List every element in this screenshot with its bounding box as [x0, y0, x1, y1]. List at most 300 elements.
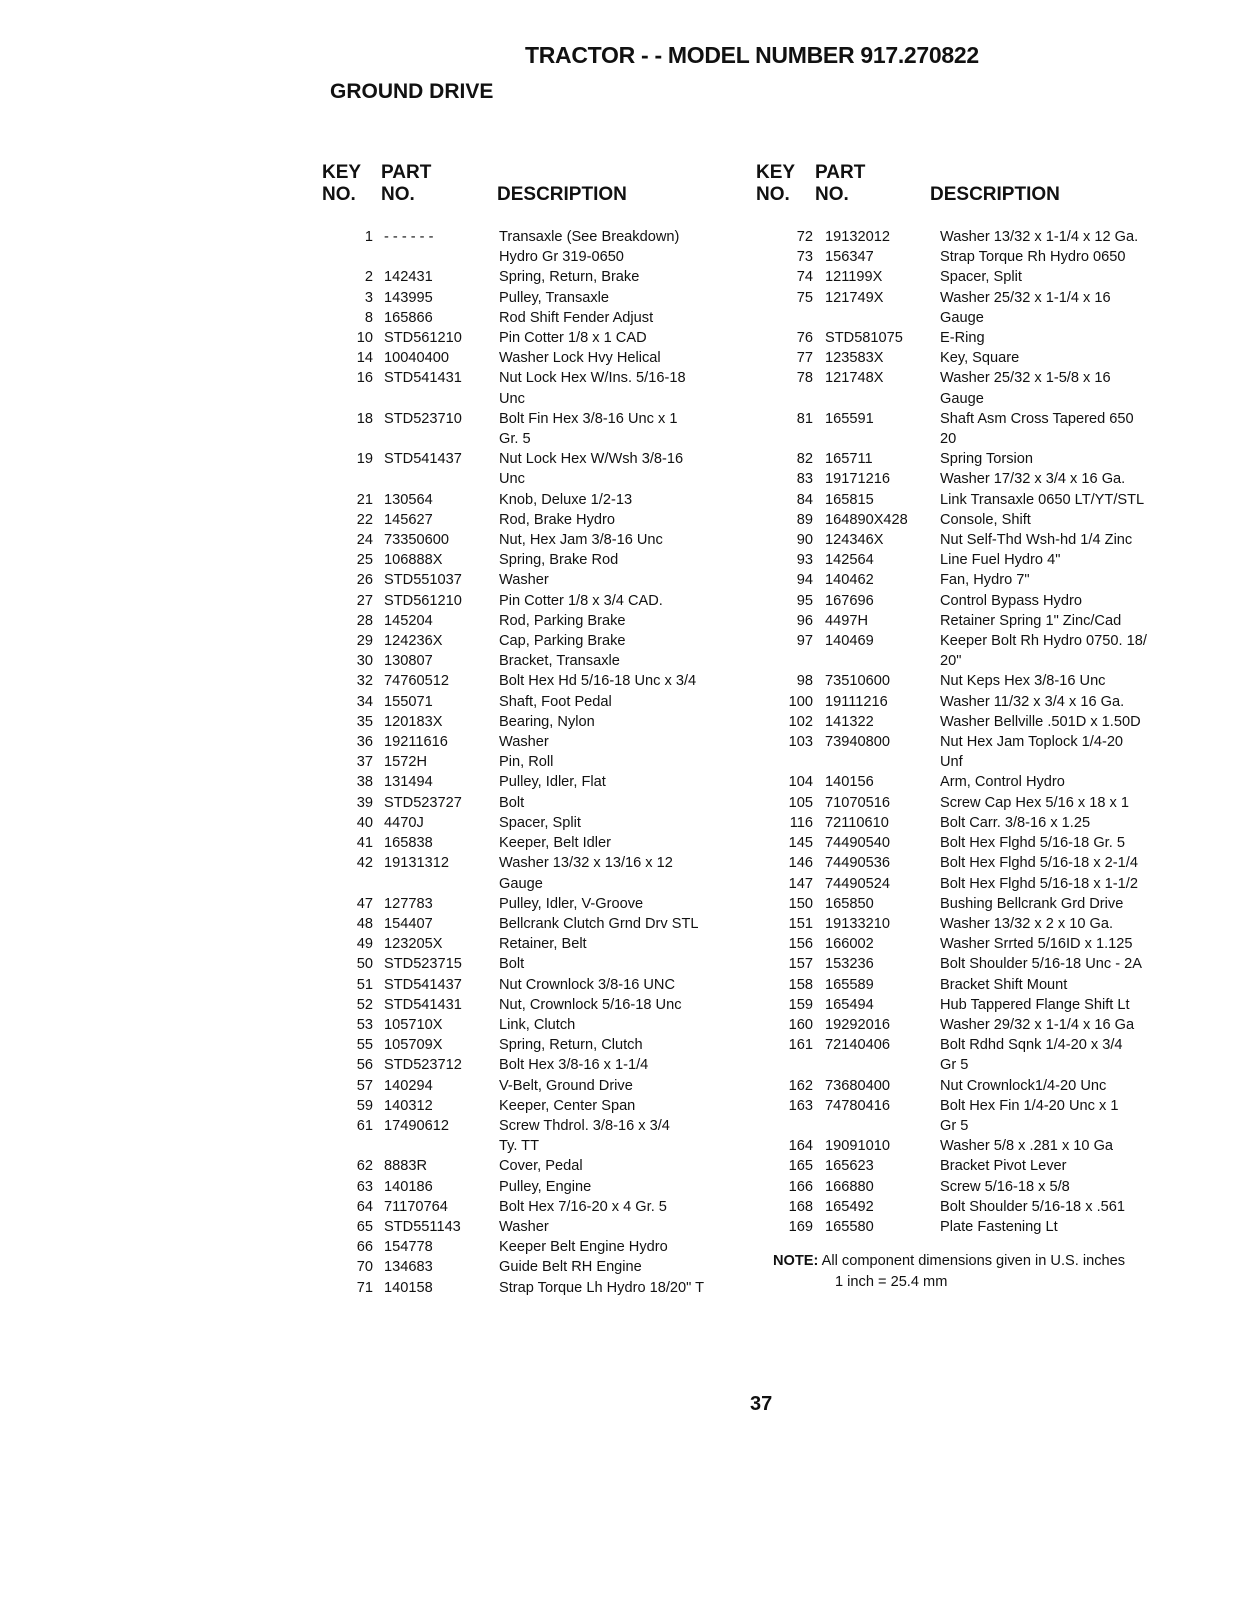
note: [773, 1251, 1218, 1293]
part-no: 74760512: [384, 673, 449, 690]
part-row: [773, 1096, 1218, 1136]
key-no: 157: [788, 956, 813, 973]
part-row: [338, 348, 768, 368]
part-row: [338, 308, 768, 328]
part-description: Rod, Brake Hydro: [499, 511, 615, 528]
part-row: [773, 288, 1218, 328]
part-no: 165623: [825, 1158, 874, 1175]
section-title: GROUND DRIVE: [330, 80, 494, 103]
key-no: 19: [356, 451, 373, 468]
key-no: 14: [356, 350, 373, 367]
part-row: [338, 1116, 768, 1156]
key-no: 74: [796, 269, 813, 286]
part-no: 4497H: [825, 612, 869, 629]
part-description: Bolt Hex 7/16-20 x 4 Gr. 5: [499, 1198, 667, 1215]
key-no: 104: [788, 774, 813, 791]
part-description: Transaxle (See Breakdown) Hydro Gr 319-0650: [499, 229, 680, 266]
part-description: Washer 13/32 x 1-1/4 x 12 Ga.: [940, 229, 1139, 245]
part-no: 74780416: [825, 1097, 890, 1114]
part-no: 19132012: [825, 229, 890, 245]
part-row: [773, 934, 1218, 954]
part-no: 154778: [384, 1239, 433, 1256]
part-no: 73940800: [825, 734, 890, 751]
part-description: Link Transaxle 0650 LT/YT/STL: [940, 491, 1145, 508]
key-no: 77: [796, 350, 813, 367]
part-no: 71070516: [825, 794, 890, 811]
part-no: 140186: [384, 1178, 433, 1195]
part-description: Pin Cotter 1/8 x 1 CAD: [499, 330, 647, 347]
part-row: [338, 611, 768, 631]
part-row: [773, 247, 1218, 267]
key-no: 81: [796, 410, 813, 427]
part-description: Rod, Parking Brake: [499, 612, 626, 629]
part-description: Pulley, Engine: [499, 1178, 592, 1195]
part-row: [773, 833, 1218, 853]
part-row: [773, 570, 1218, 590]
part-row: [773, 772, 1218, 792]
part-row: [338, 490, 768, 510]
key-no: 98: [796, 673, 813, 690]
part-description: Washer: [499, 1218, 549, 1235]
part-no: 165494: [825, 996, 874, 1013]
key-no: 95: [796, 592, 813, 609]
key-no: 71: [356, 1279, 373, 1296]
part-no: 140469: [825, 633, 874, 650]
part-description: Bolt Shoulder 5/16-18 Unc - 2A: [940, 956, 1142, 973]
description-header-right: DESCRIPTION: [930, 184, 1060, 205]
part-description: Nut Crownlock1/4-20 Unc: [940, 1077, 1107, 1094]
page-number: 37: [750, 1393, 773, 1415]
part-no: 140462: [825, 572, 874, 589]
part-row: [338, 752, 768, 772]
part-description: Bolt Hex Hd 5/16-18 Unc x 3/4: [499, 673, 697, 690]
part-description: Cap, Parking Brake: [499, 633, 626, 650]
key-no: 41: [356, 835, 373, 852]
part-description: Bushing Bellcrank Grd Drive: [940, 895, 1124, 912]
part-row: [773, 267, 1218, 287]
key-no: 38: [356, 774, 373, 791]
part-description: Bracket Pivot Lever: [940, 1158, 1067, 1175]
part-description: Pulley, Idler, Flat: [499, 774, 606, 791]
key-no: 61: [356, 1117, 373, 1134]
key-no: 151: [788, 915, 813, 932]
part-description: Key, Square: [940, 350, 1020, 367]
part-description: Pulley, Idler, V-Groove: [499, 895, 644, 912]
part-description: Bellcrank Clutch Grnd Drv STL: [499, 915, 699, 932]
part-description: Knob, Deluxe 1/2-13: [499, 491, 633, 508]
part-row: [338, 267, 768, 287]
part-row: [338, 1055, 768, 1075]
part-row: [773, 995, 1218, 1015]
key-no: 82: [796, 451, 813, 468]
part-row: [338, 328, 768, 348]
key-no: 116: [789, 814, 813, 831]
part-no: 154407: [384, 915, 433, 932]
note-label: NOTE:: [773, 1253, 819, 1270]
key-no: 48: [356, 915, 373, 932]
part-no: 142431: [384, 269, 433, 286]
part-description: Control Bypass Hydro: [940, 592, 1082, 609]
key-no: 16: [356, 370, 373, 387]
key-no: 24: [356, 532, 373, 549]
part-description: Nut Self-Thd Wsh-hd 1/4 Zinc: [940, 532, 1133, 549]
part-no: 19171216: [825, 471, 890, 488]
part-row: [773, 975, 1218, 995]
part-row: [338, 1015, 768, 1035]
part-description: Spring, Brake Rod: [499, 552, 619, 569]
key-no: 59: [356, 1097, 373, 1114]
part-no: 140158: [384, 1279, 433, 1296]
part-no: 74490524: [825, 875, 890, 892]
part-no: 19091010: [825, 1138, 890, 1155]
part-row: [338, 1278, 768, 1298]
part-no: 8883R: [384, 1158, 428, 1175]
part-description: Spring, Return, Brake: [499, 269, 640, 286]
part-no: 167696: [825, 592, 874, 609]
key-no: 164: [788, 1138, 813, 1155]
part-description: Keeper Bolt Rh Hydro 0750. 18/ 20": [940, 633, 1147, 670]
part-description: Pin Cotter 1/8 x 3/4 CAD.: [499, 592, 663, 609]
part-description: Shaft, Foot Pedal: [499, 693, 612, 710]
part-no: 73350600: [384, 532, 449, 549]
part-description: Nut Hex Jam Toplock 1/4-20 Unf: [940, 734, 1124, 771]
part-no: STD551037: [384, 572, 462, 589]
part-no: STD581075: [825, 330, 903, 347]
part-row: [338, 591, 768, 611]
key-no: 150: [788, 895, 813, 912]
part-row: [773, 1015, 1218, 1035]
part-description: Screw Cap Hex 5/16 x 18 x 1: [940, 794, 1129, 811]
part-description: Spring Torsion: [940, 451, 1034, 468]
key-no: 25: [356, 552, 373, 569]
part-no: 140312: [384, 1097, 433, 1114]
part-description: V-Belt, Ground Drive: [499, 1077, 633, 1094]
part-description: Washer 29/32 x 1-1/4 x 16 Ga: [940, 1016, 1135, 1033]
part-description: Bolt: [499, 794, 525, 811]
key-no: 166: [788, 1178, 813, 1195]
key-no: 93: [796, 552, 813, 569]
part-no: STD541431: [384, 996, 462, 1013]
key-no: 160: [788, 1016, 813, 1033]
key-no: 34: [356, 693, 373, 710]
parts-list-right-rows: [773, 227, 1218, 1237]
part-row: [338, 1257, 768, 1277]
part-row: [773, 409, 1218, 449]
part-no: 134683: [384, 1259, 433, 1276]
part-no: 123583X: [825, 350, 884, 367]
key-no: 21: [356, 491, 373, 508]
part-description: Pulley, Transaxle: [499, 289, 610, 306]
part-no: STD561210: [384, 592, 462, 609]
note-conversion: 1 inch = 25.4 mm: [835, 1274, 948, 1291]
part-description: Washer Lock Hvy Helical: [499, 350, 661, 367]
part-row: [338, 651, 768, 671]
part-description: Nut, Hex Jam 3/8-16 Unc: [499, 532, 663, 549]
part-description: Fan, Hydro 7": [940, 572, 1030, 589]
part-description: Washer: [499, 734, 549, 751]
part-no: 140156: [825, 774, 874, 791]
part-no: 165580: [825, 1218, 874, 1235]
part-description: Nut, Crownlock 5/16-18 Unc: [499, 996, 682, 1013]
part-no: 130807: [384, 653, 433, 670]
key-no: 50: [356, 956, 373, 973]
part-description: Bolt Fin Hex 3/8-16 Unc x 1 Gr. 5: [499, 410, 678, 448]
part-no: 141322: [825, 713, 874, 730]
key-no: 97: [796, 633, 813, 650]
part-row: [338, 530, 768, 550]
part-description: Nut Lock Hex W/Wsh 3/8-16 Unc: [499, 451, 684, 488]
key-no: 40: [356, 814, 373, 831]
key-no: 57: [356, 1077, 373, 1094]
part-description: Bolt Hex 3/8-16 x 1-1/4: [499, 1057, 649, 1074]
part-no: 73680400: [825, 1077, 890, 1094]
part-no: 155071: [384, 693, 433, 710]
part-description: Washer 5/8 x .281 x 10 Ga: [940, 1138, 1114, 1155]
part-row: [773, 914, 1218, 934]
key-no: 163: [788, 1097, 813, 1114]
part-no: 165838: [384, 835, 433, 852]
key-no: 36: [356, 734, 373, 751]
note-text: All component dimensions given in U.S. inches: [821, 1253, 1126, 1270]
part-description: Cover, Pedal: [499, 1158, 583, 1175]
part-no: 74490540: [825, 835, 890, 852]
part-description: Bolt Hex Flghd 5/16-18 x 1-1/2: [940, 875, 1138, 892]
part-row: [338, 1096, 768, 1116]
key-no: 8: [364, 309, 373, 326]
part-no: 120183X: [384, 713, 443, 730]
key-no: 65: [356, 1218, 373, 1235]
part-row: [773, 530, 1218, 550]
key-no: 39: [356, 794, 373, 811]
part-no: 165815: [825, 491, 874, 508]
part-no: STD523727: [384, 794, 462, 811]
part-no: 130564: [384, 491, 433, 508]
key-no: 96: [796, 612, 813, 629]
part-row: [338, 954, 768, 974]
part-description: Keeper, Center Span: [499, 1097, 636, 1114]
part-no: 131494: [384, 774, 433, 791]
part-description: Screw Thdrol. 3/8-16 x 3/4 Ty. TT: [499, 1117, 670, 1155]
part-no: 105710X: [384, 1016, 443, 1033]
key-no: 22: [356, 511, 373, 528]
part-description: Bracket, Transaxle: [499, 653, 620, 670]
part-description: Nut Lock Hex W/Ins. 5/16-18 Unc: [499, 370, 686, 407]
key-no: 147: [788, 875, 813, 892]
part-description: Line Fuel Hydro 4": [940, 552, 1061, 569]
key-no: 169: [788, 1218, 813, 1235]
part-no: 165591: [825, 410, 874, 427]
key-no: 55: [356, 1037, 373, 1054]
part-row: [338, 813, 768, 833]
part-row: [338, 570, 768, 590]
part-no: 164890X428: [825, 511, 908, 528]
part-description: Pin, Roll: [499, 754, 554, 771]
part-description: Shaft Asm Cross Tapered 650 20: [940, 410, 1134, 448]
key-no: 100: [788, 693, 813, 710]
part-row: [773, 1217, 1218, 1237]
part-description: Washer Srrted 5/16ID x 1.125: [940, 936, 1133, 953]
key-no: 53: [356, 1016, 373, 1033]
key-no: 161: [788, 1037, 813, 1054]
part-row: [338, 732, 768, 752]
part-row: [773, 1076, 1218, 1096]
part-description: Washer: [499, 572, 549, 589]
part-no: 165866: [384, 309, 433, 326]
part-row: [773, 732, 1218, 772]
key-no: 103: [788, 734, 813, 751]
part-no: 4470J: [384, 814, 424, 831]
key-no: 84: [796, 491, 813, 508]
part-row: [338, 995, 768, 1015]
key-no: 146: [788, 855, 813, 872]
part-no: 1572H: [384, 754, 428, 771]
part-no: 145204: [384, 612, 433, 629]
part-description: Washer 25/32 x 1-5/8 x 16 Gauge: [940, 370, 1111, 407]
part-description: Link, Clutch: [499, 1016, 576, 1033]
key-no: 102: [788, 713, 813, 730]
part-no: 142564: [825, 552, 874, 569]
key-no: 159: [788, 996, 813, 1013]
part-no: - - - - - -: [384, 229, 434, 245]
part-row: [773, 611, 1218, 631]
key-no: 90: [796, 532, 813, 549]
key-no: 47: [356, 895, 373, 912]
key-no: 3: [364, 289, 373, 306]
part-no: STD551143: [384, 1218, 461, 1235]
part-row: [773, 874, 1218, 894]
part-no: 72110610: [825, 814, 889, 831]
part-description: Spring, Return, Clutch: [499, 1037, 643, 1054]
parts-list-left: [338, 227, 768, 1298]
part-description: Nut Crownlock 3/8-16 UNC: [499, 976, 675, 993]
key-no: 168: [788, 1198, 813, 1215]
part-no: 143995: [384, 289, 433, 306]
key-no: 158: [788, 976, 813, 993]
part-no: 165711: [825, 451, 873, 468]
part-no: STD523715: [384, 956, 462, 973]
part-row: [773, 1035, 1218, 1075]
part-no: 106888X: [384, 552, 443, 569]
key-no: 63: [356, 1178, 373, 1195]
key-no: 42: [356, 855, 373, 872]
part-row: [773, 490, 1218, 510]
key-no: 35: [356, 713, 373, 730]
part-description: Bracket Shift Mount: [940, 976, 1068, 993]
part-row: [338, 550, 768, 570]
part-no: 145627: [384, 511, 433, 528]
part-row: [773, 954, 1218, 974]
key-no: 75: [796, 289, 813, 306]
part-row: [773, 1197, 1218, 1217]
key-no: 37: [356, 754, 373, 771]
part-no-header-left: PART NO.: [381, 162, 432, 205]
part-no: 19133210: [825, 915, 890, 932]
part-row: [773, 671, 1218, 691]
key-no: 62: [356, 1158, 373, 1175]
part-row: [338, 1076, 768, 1096]
part-no: 153236: [825, 956, 874, 973]
part-no: 121199X: [825, 269, 883, 286]
part-no: STD541431: [384, 370, 462, 387]
part-row: [338, 712, 768, 732]
key-no: 49: [356, 936, 373, 953]
part-no: 165850: [825, 895, 874, 912]
part-row: [338, 1156, 768, 1176]
part-description: Bolt Hex Flghd 5/16-18 x 2-1/4: [940, 855, 1138, 872]
part-no: 165492: [825, 1198, 874, 1215]
part-no: 124236X: [384, 633, 443, 650]
part-no: STD541437: [384, 976, 462, 993]
part-row: [773, 328, 1218, 348]
key-no: 162: [788, 1077, 813, 1094]
part-row: [773, 469, 1218, 489]
part-no: 123205X: [384, 936, 443, 953]
part-row: [338, 1177, 768, 1197]
part-row: [773, 692, 1218, 712]
part-no: 72140406: [825, 1037, 890, 1054]
part-description: Spacer, Split: [940, 269, 1022, 286]
part-row: [773, 449, 1218, 469]
part-description: Washer 13/32 x 13/16 x 12 Gauge: [499, 855, 673, 892]
part-row: [773, 793, 1218, 813]
part-no: STD523712: [384, 1057, 462, 1074]
part-row: [338, 853, 768, 893]
part-no: 127783: [384, 895, 433, 912]
part-row: [773, 368, 1218, 408]
part-description: Washer 25/32 x 1-1/4 x 16 Gauge: [940, 289, 1111, 326]
key-no: 72: [796, 229, 813, 245]
part-row: [338, 1237, 768, 1257]
part-row: [338, 975, 768, 995]
part-no: 121748X: [825, 370, 884, 387]
part-row: [338, 671, 768, 691]
key-no: 29: [356, 633, 373, 650]
part-no: 19292016: [825, 1016, 890, 1033]
page-title: TRACTOR - - MODEL NUMBER 917.270822: [525, 42, 979, 68]
key-no: 27: [356, 592, 373, 609]
key-no: 83: [796, 471, 813, 488]
part-no: 73510600: [825, 673, 890, 690]
part-description: Nut Keps Hex 3/8-16 Unc: [940, 673, 1106, 690]
part-description: Bolt Shoulder 5/16-18 x .561: [940, 1198, 1125, 1215]
key-no: 64: [356, 1198, 373, 1215]
part-row: [773, 712, 1218, 732]
key-no-header-right: KEY NO.: [756, 162, 796, 205]
part-description: Guide Belt RH Engine: [499, 1259, 642, 1276]
part-row: [773, 631, 1218, 671]
part-description: Arm, Control Hydro: [940, 774, 1065, 791]
part-row: [773, 591, 1218, 611]
part-no: 105709X: [384, 1037, 443, 1054]
part-no: 19211616: [384, 734, 448, 751]
part-description: Washer 11/32 x 3/4 x 16 Ga.: [940, 693, 1125, 710]
key-no: 76: [796, 330, 813, 347]
part-row: [338, 1197, 768, 1217]
part-description: Strap Torque Rh Hydro 0650: [940, 249, 1126, 266]
key-no: 52: [356, 996, 373, 1013]
key-no: 1: [364, 229, 373, 245]
part-row: [773, 1177, 1218, 1197]
part-row: [338, 772, 768, 792]
key-no: 94: [796, 572, 813, 589]
part-no: 124346X: [825, 532, 884, 549]
part-description: E-Ring: [940, 330, 985, 347]
key-no: 28: [356, 612, 373, 629]
part-row: [773, 894, 1218, 914]
part-description: Plate Fastening Lt: [940, 1218, 1058, 1235]
parts-list-right: [773, 227, 1218, 1293]
key-no: 32: [356, 673, 373, 690]
